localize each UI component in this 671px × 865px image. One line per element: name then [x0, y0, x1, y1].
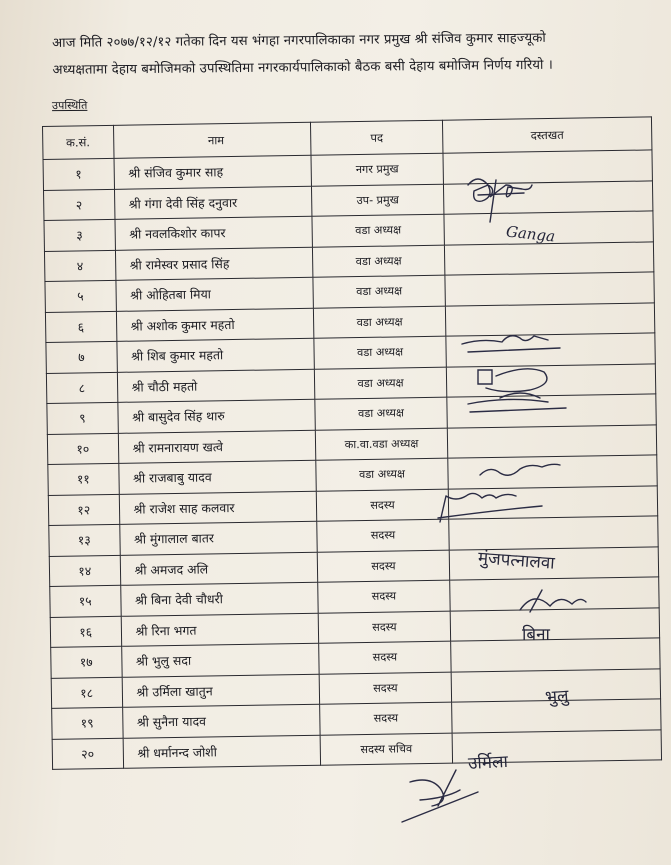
- row-sn: १५: [50, 585, 121, 617]
- attendance-table: [42, 116, 662, 770]
- row-signature-cell: [446, 333, 655, 367]
- row-post: वडा अध्यक्ष: [315, 397, 447, 430]
- row-post: सदस्य सचिव: [320, 733, 452, 766]
- row-post: वडा अध्यक्ष: [313, 306, 445, 339]
- row-post: सदस्य: [320, 702, 452, 735]
- row-name: श्री ओहितबा मिया: [115, 277, 313, 311]
- row-signature-cell: [450, 577, 659, 611]
- row-signature-cell: [449, 516, 658, 550]
- row-name: श्री चौठी महतो: [117, 369, 315, 403]
- intro-line-2: अध्यक्षतामा देहाय बमोजिमको उपस्थितिमा नगरकार्यपालिकाको बैठक बसी देहाय बमोजिम निर्णय गरियो ।: [52, 57, 554, 78]
- attendance-table-wrap: [42, 116, 671, 864]
- row-name: श्री बासुदेव सिंह थारु: [117, 399, 315, 433]
- row-post: सदस्य: [319, 641, 451, 674]
- row-signature-cell: [449, 546, 658, 580]
- row-signature-cell: [447, 394, 656, 428]
- signature-15-text: बिना: [522, 625, 550, 645]
- section-label: उपस्थिति: [51, 98, 88, 113]
- header-post: पद: [310, 120, 443, 155]
- row-sn: १२: [48, 494, 119, 526]
- row-name: श्री राजेश साह कलवार: [119, 491, 317, 525]
- row-name: श्री रामेस्वर प्रसाद सिंह: [115, 247, 313, 281]
- row-post: वडा अध्यक्ष: [312, 214, 444, 247]
- row-post: सदस्य: [318, 611, 450, 644]
- row-name: श्री सुनैना यादव: [122, 704, 320, 738]
- row-signature-cell: [445, 272, 654, 306]
- row-sn: ९: [47, 402, 118, 434]
- row-signature-cell: [452, 729, 661, 763]
- row-signature-cell: [443, 150, 652, 184]
- row-sn: १८: [51, 677, 122, 709]
- row-post: वडा अध्यक्ष: [314, 336, 446, 369]
- signature-12-text: मुंजपत्नालवा: [477, 548, 556, 574]
- row-name: श्री शिब कुमार महतो: [116, 338, 314, 372]
- row-signature-cell: [443, 180, 652, 214]
- row-sn: ४: [44, 250, 115, 282]
- row-name: श्री गंगा देवी सिंह दनुवार: [114, 186, 312, 220]
- row-post: वडा अध्यक्ष: [316, 458, 448, 491]
- intro-line-1: आज मिति २०७७/१२/१२ गतेका दिन यस भंगहा नगरपालिकाका नगर प्रमुख श्री संजिव कुमार साहज्यूको: [52, 30, 546, 51]
- row-signature-cell: [444, 211, 653, 245]
- row-sn: १४: [49, 555, 120, 587]
- row-name: श्री राजबाबु यादव: [118, 460, 316, 494]
- row-name: श्री अमजद अलि: [120, 552, 318, 586]
- row-post: उप- प्रमुख: [311, 184, 443, 217]
- header-sign: दस्तखत: [442, 117, 651, 153]
- row-sn: ५: [45, 280, 116, 312]
- row-sn: २: [44, 189, 115, 221]
- row-name: श्री रामनारायण खत्वे: [118, 430, 316, 464]
- row-post: वडा अध्यक्ष: [313, 275, 445, 308]
- row-sn: ८: [46, 372, 117, 404]
- row-sn: ३: [44, 219, 115, 251]
- row-name: श्री मुंगालाल बातर: [119, 521, 317, 555]
- row-signature-cell: [452, 699, 661, 733]
- signature-17-text: भुलु: [544, 686, 570, 708]
- row-post: सदस्य: [317, 550, 449, 583]
- row-signature-cell: [448, 485, 657, 519]
- signature-2-text: Ganga: [505, 222, 556, 246]
- row-signature-cell: [451, 668, 660, 702]
- row-sn: ६: [45, 311, 116, 343]
- header-sn: क.सं.: [43, 125, 114, 159]
- row-sn: १७: [51, 646, 122, 678]
- row-post: वडा अध्यक्ष: [312, 245, 444, 278]
- row-name: श्री अशोक कुमार महतो: [116, 308, 314, 342]
- row-post: वडा अध्यक्ष: [314, 367, 446, 400]
- row-sn: ११: [48, 463, 119, 495]
- row-sn: १३: [49, 524, 120, 556]
- row-sn: २०: [52, 738, 123, 770]
- row-post: सदस्य: [316, 489, 448, 522]
- header-name: नाम: [113, 122, 311, 158]
- row-post: सदस्य: [318, 580, 450, 613]
- row-signature-cell: [446, 363, 655, 397]
- row-signature-cell: [447, 424, 656, 458]
- row-post: का.वा.वडा अध्यक्ष: [315, 428, 447, 461]
- row-name: श्री संजिव कुमार साह: [114, 155, 312, 189]
- row-name: श्री बिना देवी चौधरी: [120, 582, 318, 616]
- row-name: श्री नवलकिशोर कापर: [115, 216, 313, 250]
- row-sn: १०: [47, 433, 118, 465]
- row-signature-cell: [450, 607, 659, 641]
- row-sn: १९: [52, 707, 123, 739]
- intro-paragraph: [52, 24, 653, 84]
- row-sn: ७: [46, 341, 117, 373]
- signature-18-text: उर्मिला: [467, 751, 509, 775]
- row-post: सदस्य: [319, 672, 451, 705]
- row-post: सदस्य: [317, 519, 449, 552]
- row-name: श्री धर्मानन्द जोशी: [123, 735, 321, 769]
- row-post: नगर प्रमुख: [311, 153, 443, 186]
- row-sn: १६: [50, 616, 121, 648]
- row-signature-cell: [451, 638, 660, 672]
- row-name: श्री भुलु सदा: [121, 643, 319, 677]
- row-name: श्री उर्मिला खातुन: [122, 674, 320, 708]
- row-name: श्री रिना भगत: [121, 613, 319, 647]
- row-signature-cell: [444, 241, 653, 275]
- row-sn: १: [43, 158, 114, 190]
- row-signature-cell: [448, 455, 657, 489]
- row-signature-cell: [445, 302, 654, 336]
